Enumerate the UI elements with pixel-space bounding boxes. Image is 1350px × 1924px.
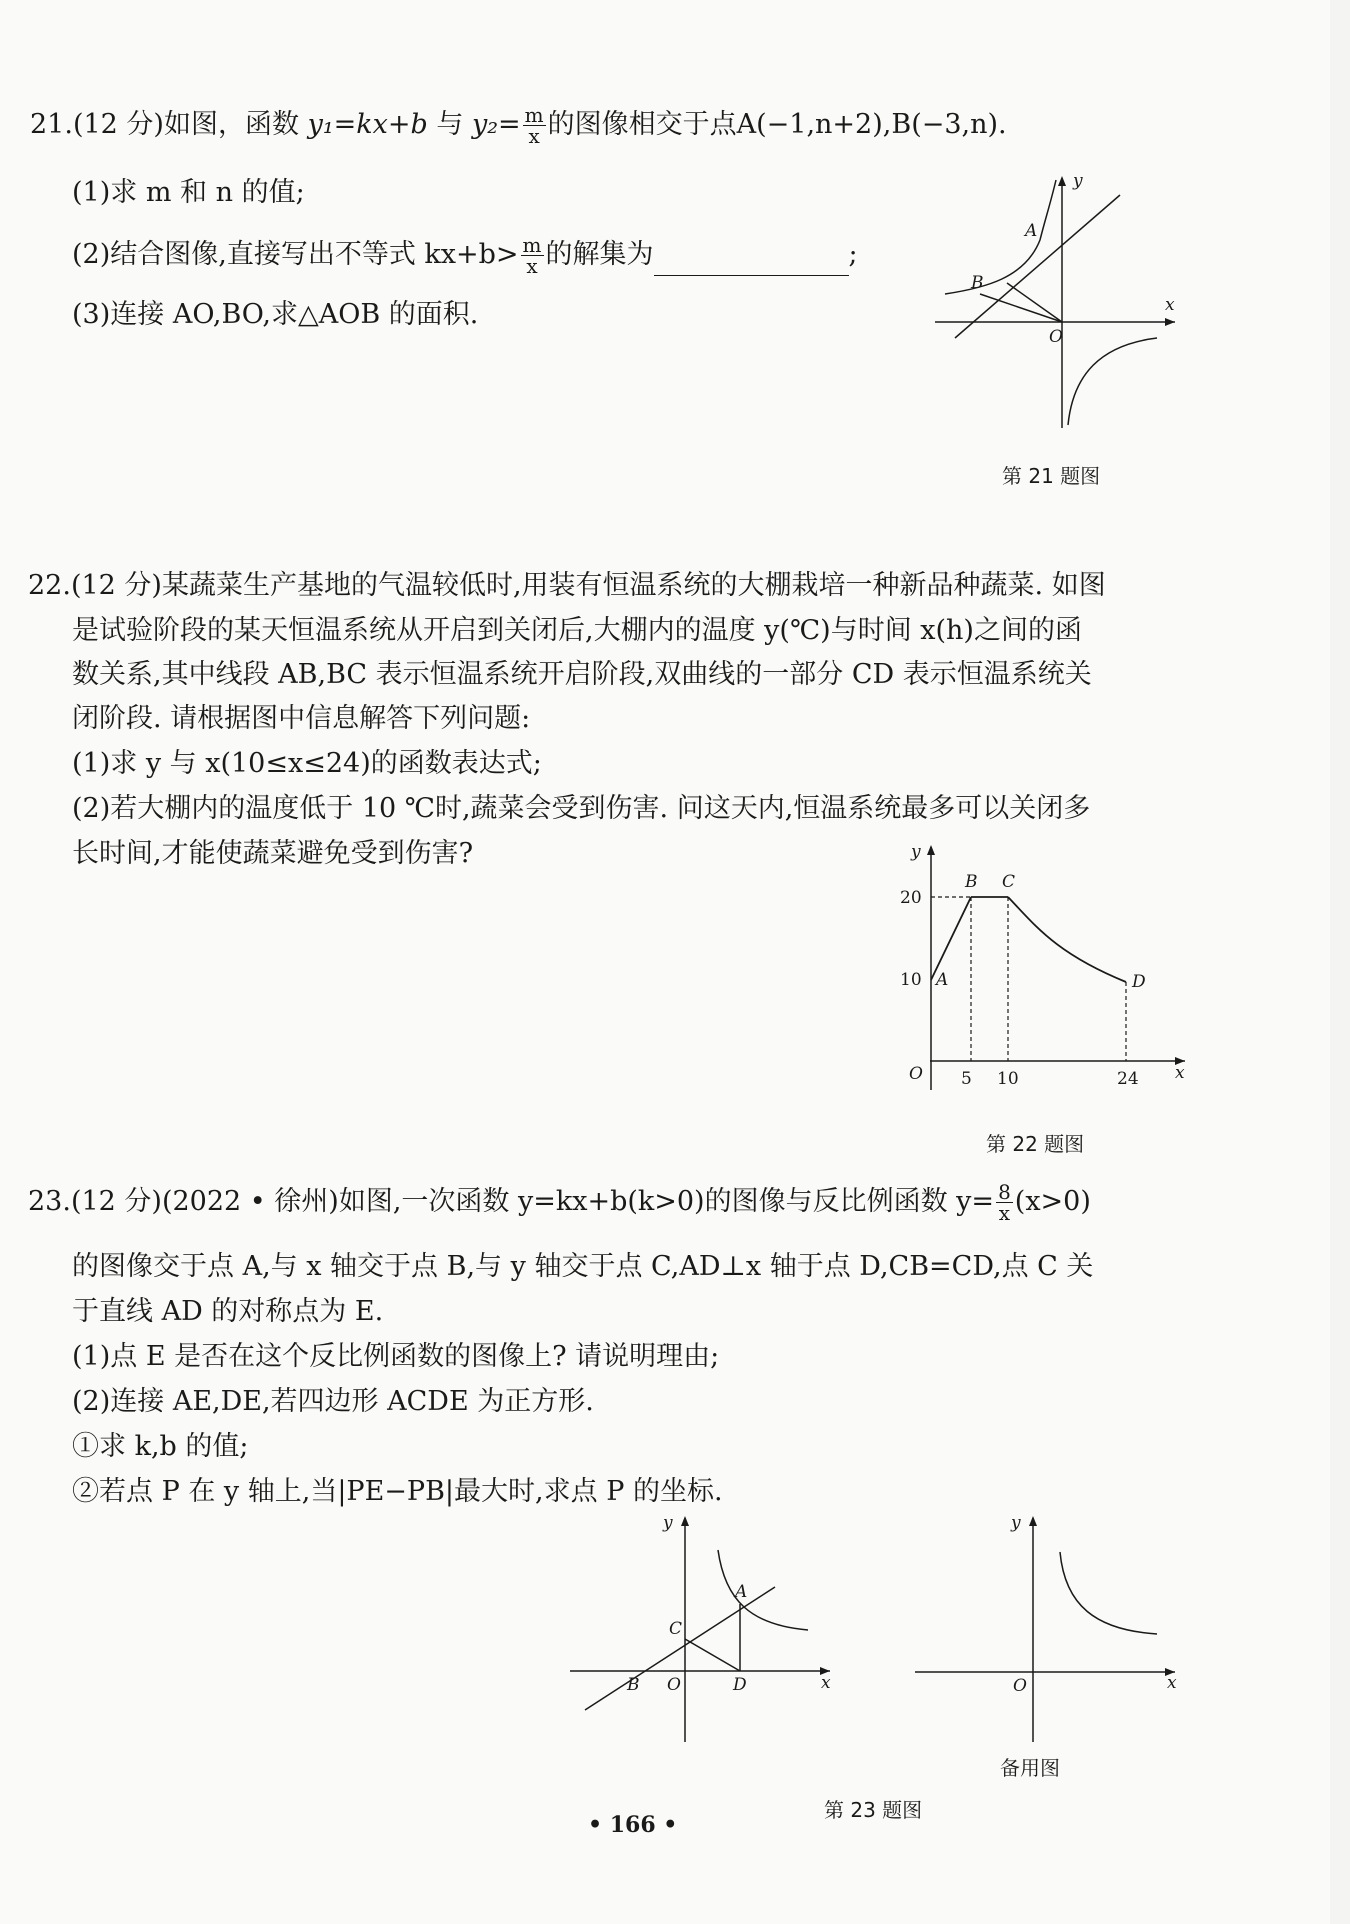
q21-p2-frac-num: m (522, 233, 542, 257)
q22-line-1-text: (12 分)某蔬菜生产基地的气温较低时,用装有恒温系统的大棚栽培一种新品种蔬菜. 如图 (70, 570, 1106, 601)
q22-xtick-5: 5 (961, 1069, 972, 1089)
q21-y-arrow (1058, 176, 1066, 186)
q22-line-6: (2)若大棚内的温度低于 10 ℃时,蔬菜会受到伤害. 问这天内,恒温系统最多可以关闭多 (72, 793, 1091, 824)
q22-line-4: 闭阶段. 请根据图中信息解答下列问题: (72, 703, 531, 734)
q21-y-label: y (1073, 171, 1083, 191)
q23-fraction (996, 1182, 1013, 1223)
q23-fig1-x-label: x (821, 1673, 831, 1693)
q21-hyperbola-right (1068, 338, 1157, 425)
q21-segment-ao (1007, 283, 1062, 322)
q23-figure-spare (905, 1510, 1185, 1745)
q21-fraction (523, 105, 546, 146)
q22-point-d: D (1132, 972, 1146, 992)
q23-line-4: (1)点 E 是否在这个反比例函数的图像上? 请说明理由; (72, 1341, 720, 1372)
q23-line-1 (28, 1180, 1091, 1224)
q21-number: 21. (30, 109, 73, 140)
q21-part2 (72, 232, 858, 276)
q23-hyperbola (718, 1550, 808, 1630)
q23-y-arrow (681, 1516, 689, 1526)
q21-p2-frac-den: x (526, 254, 538, 278)
q22-xtick-24: 24 (1117, 1069, 1139, 1089)
q23-spare-y-arrow (1029, 1516, 1037, 1526)
q22-line-5: (1)求 y 与 x(10≤x≤24)的函数表达式; (72, 748, 542, 779)
q23-fig2-origin-label: O (1013, 1676, 1027, 1696)
q23-number: 23. (28, 1186, 71, 1217)
q21-stem (30, 103, 1007, 147)
q23-line-6: ①求 k,b 的值; (72, 1431, 249, 1462)
q21-frac-num: m (524, 103, 544, 127)
q22-y-arrow (927, 845, 935, 855)
q21-point-b: B (971, 273, 984, 293)
q23-fig2-x-label: x (1167, 1673, 1177, 1693)
q22-line-7: 长时间,才能使蔬菜避免受到伤害? (72, 838, 474, 869)
q22-line-1 (28, 563, 1106, 602)
q21-stem-c: 的图像相交于点A(−1,n+2),B(−3,n). (547, 109, 1007, 140)
q21-caption: 第 21 题图 (1002, 464, 1101, 488)
q23-point-c: C (669, 1619, 683, 1639)
q23-line-1b: (x>0) (1014, 1186, 1091, 1217)
q23-frac-num: 8 (998, 1180, 1011, 1204)
q21-point-a: A (1025, 221, 1038, 241)
q23-frac-den: x (998, 1201, 1011, 1225)
q21-p2a: (2)结合图像,直接写出不等式 kx+b> (72, 239, 519, 270)
answer-blank[interactable] (654, 249, 849, 276)
q21-score: (12 分) (72, 109, 164, 140)
q23-line-7: ②若点 P 在 y 轴上,当|PE−PB|最大时,求点 P 的坐标. (72, 1476, 723, 1507)
q21-line-y1 (955, 195, 1120, 338)
q21-figure (925, 170, 1185, 435)
q22-y-label: y (911, 842, 921, 862)
q21-y2: y₂= (471, 109, 521, 140)
q22-xtick-10: 10 (997, 1069, 1019, 1089)
q23-line-2: 的图像交于点 A,与 x 轴交于点 B,与 y 轴交于点 C,AD⊥x 轴于点 D,CB=CD,点 C 关 (72, 1251, 1094, 1282)
q22-point-a: A (936, 970, 949, 990)
q23-line-5: (2)连接 AE,DE,若四边形 ACDE 为正方形. (72, 1386, 594, 1417)
q21-stem-b: 与 (436, 109, 464, 140)
q22-curve-cd (1008, 897, 1126, 982)
q23-line-1a: (12 分)(2022 • 徐州)如图,一次函数 y=kx+b(k>0)的图像与反比例函数 y= (70, 1186, 995, 1217)
q23-fig2-y-label: y (1011, 1513, 1021, 1533)
q23-spare-caption: 备用图 (1000, 1756, 1060, 1780)
q22-line-3: 数关系,其中线段 AB,BC 表示恒温系统开启阶段,双曲线的一部分 CD 表示恒温系统关 (72, 659, 1092, 690)
q23-point-d: D (733, 1675, 747, 1695)
q21-frac-den: x (528, 124, 540, 148)
q21-x-arrow (1165, 318, 1175, 326)
q22-point-c: C (1002, 872, 1016, 892)
q23-fig1-origin-label: O (667, 1675, 681, 1695)
q21-hyperbola-left (945, 180, 1056, 294)
q21-p2-fraction (521, 235, 544, 276)
q22-x-label: x (1175, 1063, 1185, 1083)
q23-spare-hyperbola (1060, 1552, 1157, 1634)
q22-origin-label: O (909, 1064, 923, 1084)
page-number: • 166 • (588, 1812, 678, 1838)
q22-figure (895, 835, 1195, 1095)
q22-point-b: B (965, 872, 978, 892)
q21-y1: y₁=kx+b (307, 109, 428, 140)
q23-point-a: A (735, 1582, 748, 1602)
q22-line-2: 是试验阶段的某天恒温系统从开启到关闭后,大棚内的温度 y(℃)与时间 x(h)之间的函 (72, 615, 1082, 646)
q23-fig1-y-label: y (663, 1513, 673, 1533)
q21-part1: (1)求 m 和 n 的值; (72, 177, 305, 208)
q23-figure-main (565, 1510, 845, 1745)
q21-stem-a: 如图，函数 (163, 109, 299, 140)
q21-segment-bo (980, 294, 1062, 322)
q23-segment-cd (685, 1639, 740, 1671)
q22-ytick-20: 20 (900, 888, 922, 908)
q22-segment-ab (931, 897, 971, 980)
q21-x-label: x (1165, 295, 1175, 315)
q22-number: 22. (28, 570, 71, 601)
q23-point-b: B (627, 1675, 640, 1695)
q21-p2b: 的解集为 (545, 239, 654, 270)
q21-origin-label: O (1049, 327, 1063, 347)
q23-caption: 第 23 题图 (824, 1798, 923, 1822)
q21-p2c: ; (848, 239, 858, 270)
q21-part3: (3)连接 AO,BO,求△AOB 的面积. (72, 299, 479, 330)
q22-ytick-10: 10 (900, 970, 922, 990)
q22-caption: 第 22 题图 (986, 1132, 1085, 1156)
q23-line-3: 于直线 AD 的对称点为 E. (72, 1296, 384, 1327)
